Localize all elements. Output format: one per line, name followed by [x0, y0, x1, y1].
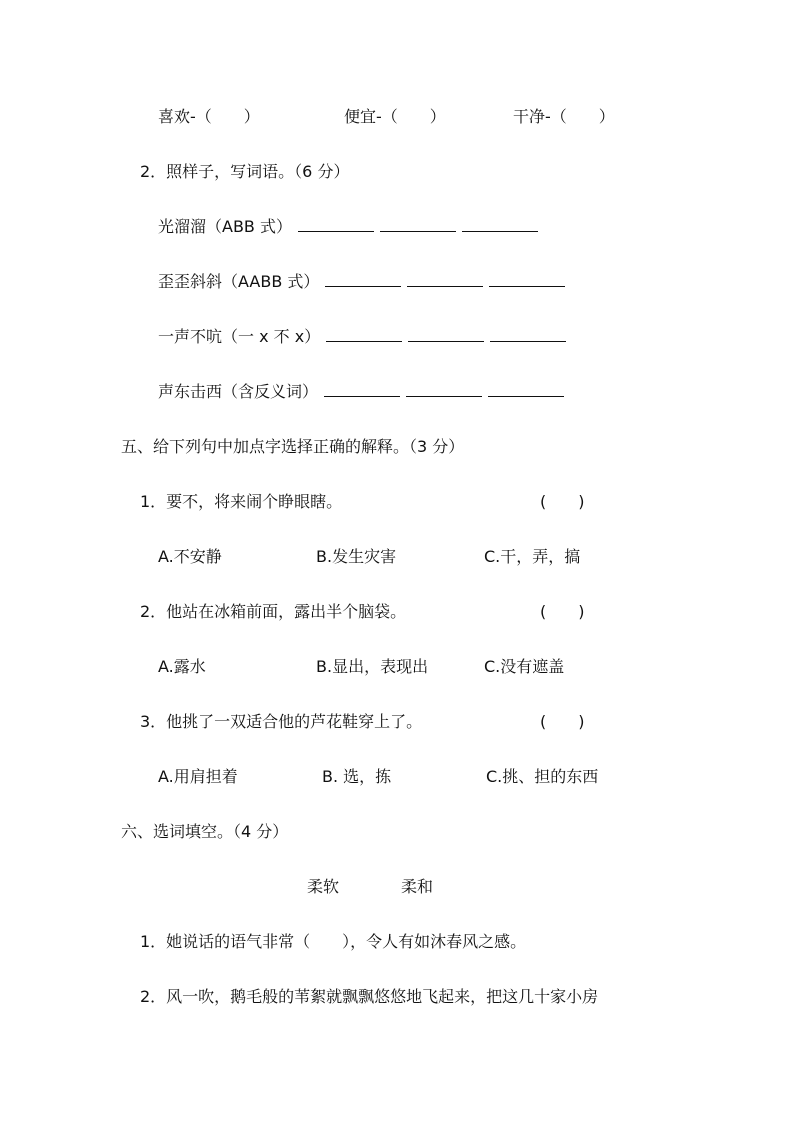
answer-blank[interactable] — [490, 327, 566, 342]
answer-blank[interactable] — [489, 272, 565, 287]
q2-heading: 2．照样子，写词语。（6 分） — [140, 162, 350, 181]
answer-blank[interactable] — [324, 382, 400, 397]
s5-option: A.不安静 — [158, 547, 222, 566]
antonym-item: 干净-（ ） — [513, 107, 615, 126]
answer-blank[interactable] — [488, 382, 564, 397]
antonym-item: 喜欢-（ ） — [158, 107, 260, 126]
s5-option: B.发生灾害 — [316, 547, 397, 566]
s5-question-stem: 1．要不，将来闹个睁眼瞎。 — [140, 492, 343, 511]
s5-option: A.露水 — [158, 657, 206, 676]
antonym-item: 便宜-（ ） — [344, 107, 446, 126]
s5-option: B.显出，表现出 — [316, 657, 429, 676]
answer-blank[interactable] — [380, 217, 456, 232]
s5-option: C.挑、担的东西 — [486, 767, 599, 786]
q2-item — [158, 382, 564, 402]
word-choice: 柔和 — [401, 877, 434, 896]
section5-heading: 五、给下列句中加点字选择正确的解释。（3 分） — [121, 437, 465, 456]
s6-sentence: 2．风一吹，鹅毛般的苇絮就飘飘悠悠地飞起来，把这几十家小房 — [140, 987, 599, 1006]
s5-option: C.没有遮盖 — [484, 657, 565, 676]
answer-paren[interactable]: ( ) — [540, 492, 585, 511]
s5-option: C.干，弄，搞 — [484, 547, 581, 566]
q2-item — [158, 327, 566, 347]
answer-blank[interactable] — [326, 327, 402, 342]
answer-blank[interactable] — [406, 382, 482, 397]
answer-paren[interactable]: ( ) — [540, 712, 585, 731]
answer-blank[interactable] — [325, 272, 401, 287]
q2-item-label: 歪歪斜斜（AABB 式） — [158, 272, 320, 291]
s5-question-stem: 2．他站在冰箱前面，露出半个脑袋。 — [140, 602, 407, 621]
q2-item-label: 声东击西（含反义词） — [158, 382, 319, 401]
s5-option: B. 选，拣 — [322, 767, 392, 786]
answer-blank[interactable] — [407, 272, 483, 287]
word-choice: 柔软 — [307, 877, 340, 896]
s6-sentence: 1．她说话的语气非常（ ），令人有如沐春风之感。 — [140, 932, 527, 951]
q2-item-label: 光溜溜（ABB 式） — [158, 217, 292, 236]
section6-heading: 六、选词填空。（4 分） — [121, 822, 289, 841]
answer-blank[interactable] — [298, 217, 374, 232]
s5-option: A.用肩担着 — [158, 767, 238, 786]
answer-blank[interactable] — [462, 217, 538, 232]
answer-blank[interactable] — [408, 327, 484, 342]
q2-item-label: 一声不吭（一 x 不 x） — [158, 327, 321, 346]
s5-question-stem: 3．他挑了一双适合他的芦花鞋穿上了。 — [140, 712, 423, 731]
answer-paren[interactable]: ( ) — [540, 602, 585, 621]
q2-item — [158, 272, 565, 292]
q2-item — [158, 217, 538, 237]
